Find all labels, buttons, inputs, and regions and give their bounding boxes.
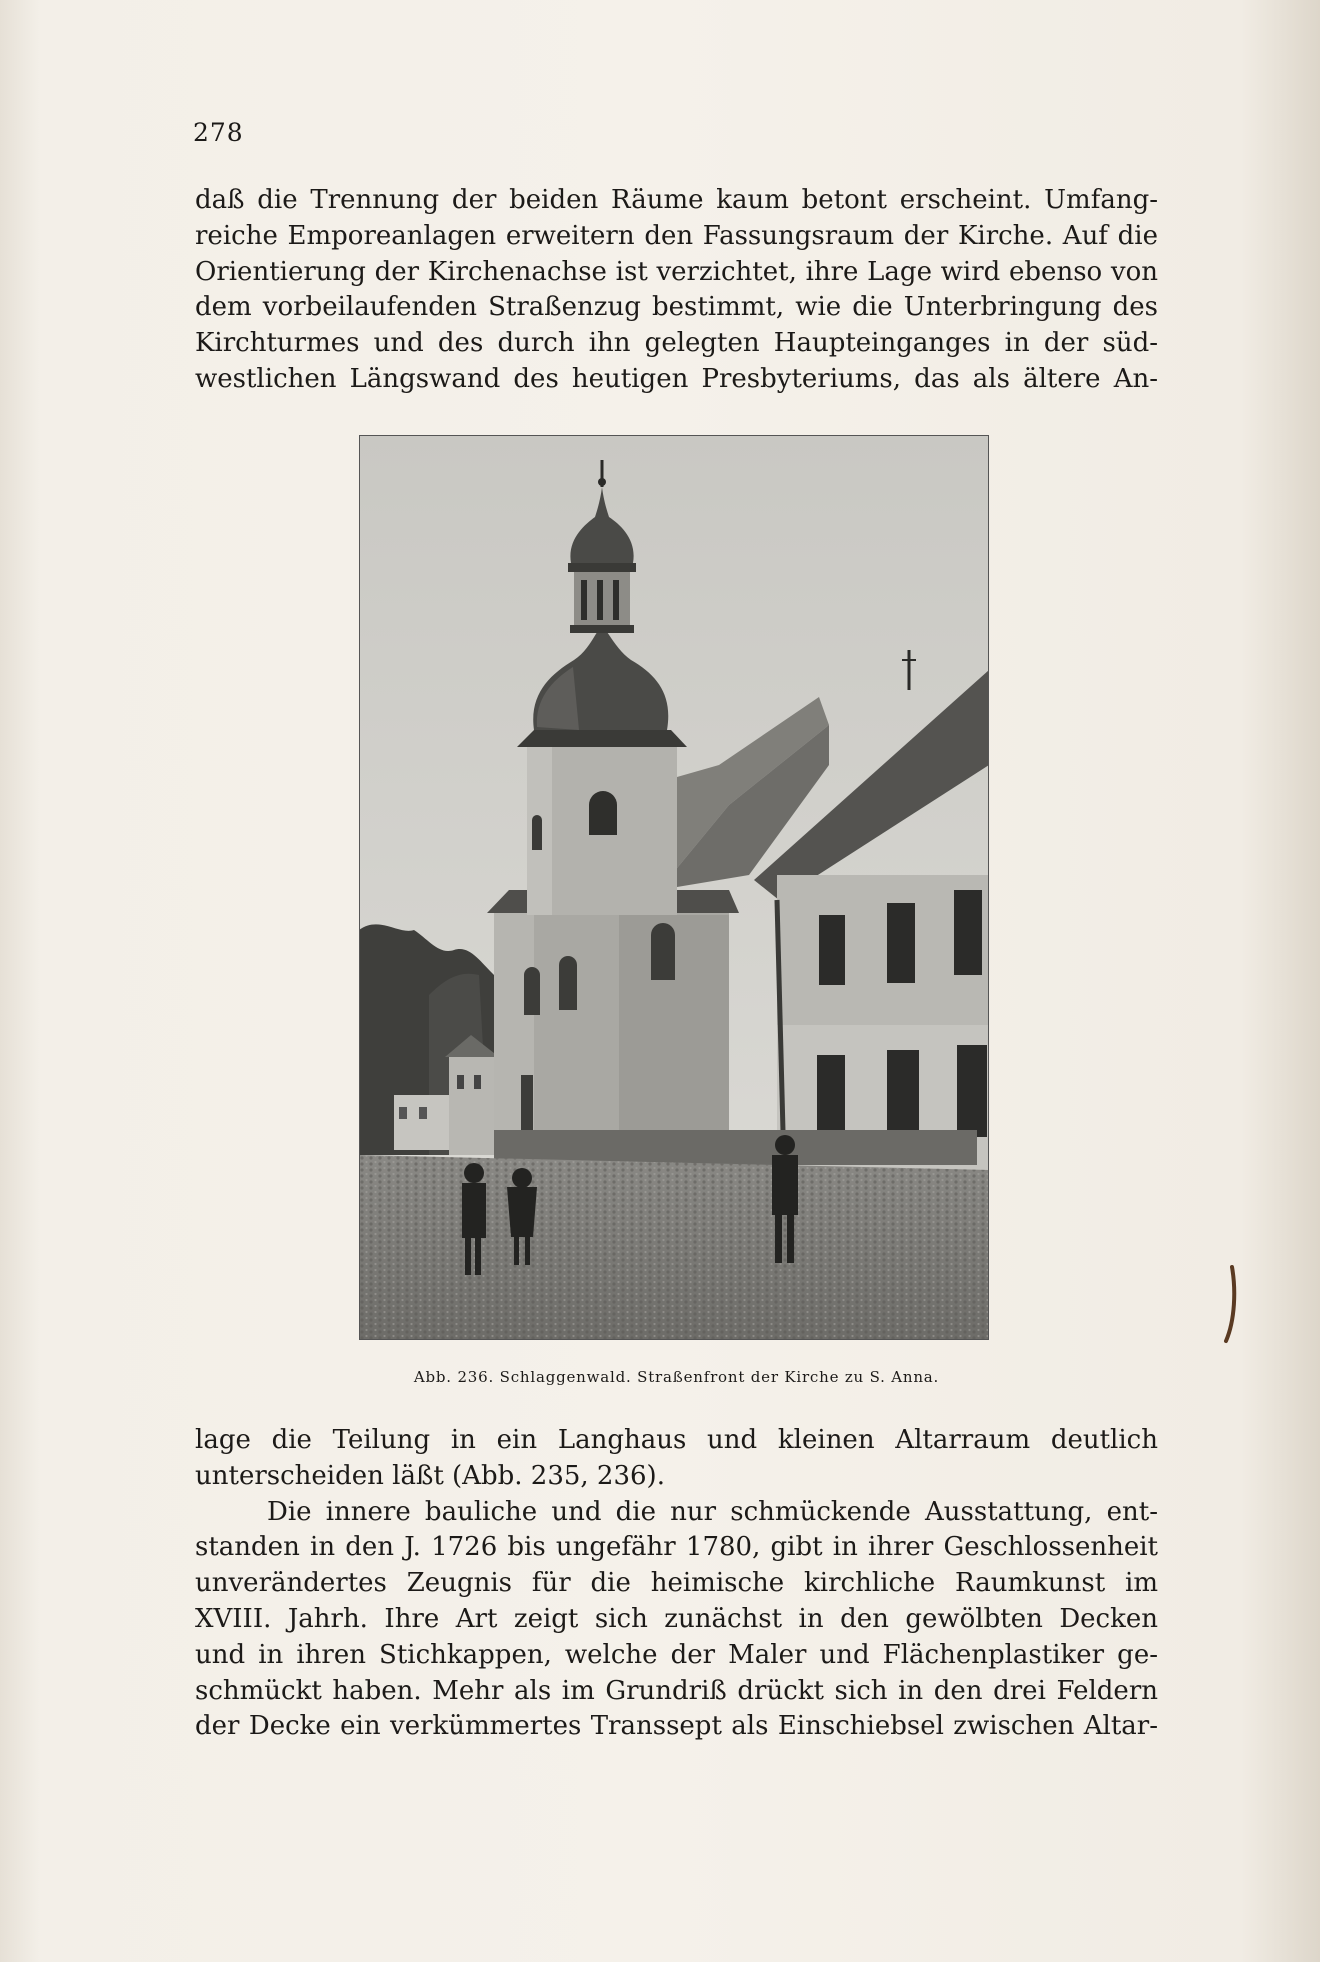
paragraph-top	[195, 183, 1158, 398]
text-line: dem vorbeilaufenden Straßenzug bestimmt, wie die Unterbringung des	[195, 292, 1158, 323]
text-line: reiche Emporeanlagen erweitern den Fassungsraum der Kirche. Auf die	[195, 220, 1158, 251]
text-line: standen in den J. 1726 bis ungefähr 1780, gibt in ihrer Geschlossenheit	[195, 1532, 1158, 1563]
text-line: daß die Trennung der beiden Räume kaum betont erscheint. Umfang-	[195, 185, 1158, 215]
figure-caption: Abb. 236. Schlaggenwald. Straßenfront der Kirche zu S. Anna.	[413, 1368, 940, 1386]
text-line: Die innere bauliche und die nur schmückende Ausstattung, ent-	[267, 1496, 1158, 1527]
margin-mark-icon	[1223, 1265, 1237, 1345]
text-line: unverändertes Zeugnis für die heimische kirchliche Raumkunst im	[195, 1568, 1158, 1599]
text-line: westlichen Längswand des heutigen Presbyteriums, das als ältere An-	[195, 363, 1158, 394]
text-line: XVIII. Jahrh. Ihre Art zeigt sich zunächst in den gewölbten Decken	[195, 1603, 1158, 1634]
text-line: der Decke ein verkümmertes Transsept als Einschiebsel zwischen Altar-	[195, 1711, 1158, 1742]
paragraph-bottom	[195, 1423, 1158, 1745]
text-line: Kirchturmes und des durch ihn gelegten Haupteinganges in der süd-	[195, 328, 1158, 359]
text-line: Orientierung der Kirchenachse ist verzichtet, ihre Lage wird ebenso von	[195, 256, 1158, 287]
text-line: schmückt haben. Mehr als im Grundriß drückt sich in den drei Feldern	[195, 1675, 1158, 1706]
page-number: 278	[193, 118, 244, 147]
text-line: lage die Teilung in ein Langhaus und kleinen Altarraum deutlich	[195, 1425, 1158, 1455]
text-line: unterscheiden läßt (Abb. 235, 236).	[195, 1460, 665, 1491]
text-line: und in ihren Stichkappen, welche der Maler und Flächenplastiker ge-	[195, 1639, 1158, 1670]
church-photograph	[359, 435, 989, 1340]
